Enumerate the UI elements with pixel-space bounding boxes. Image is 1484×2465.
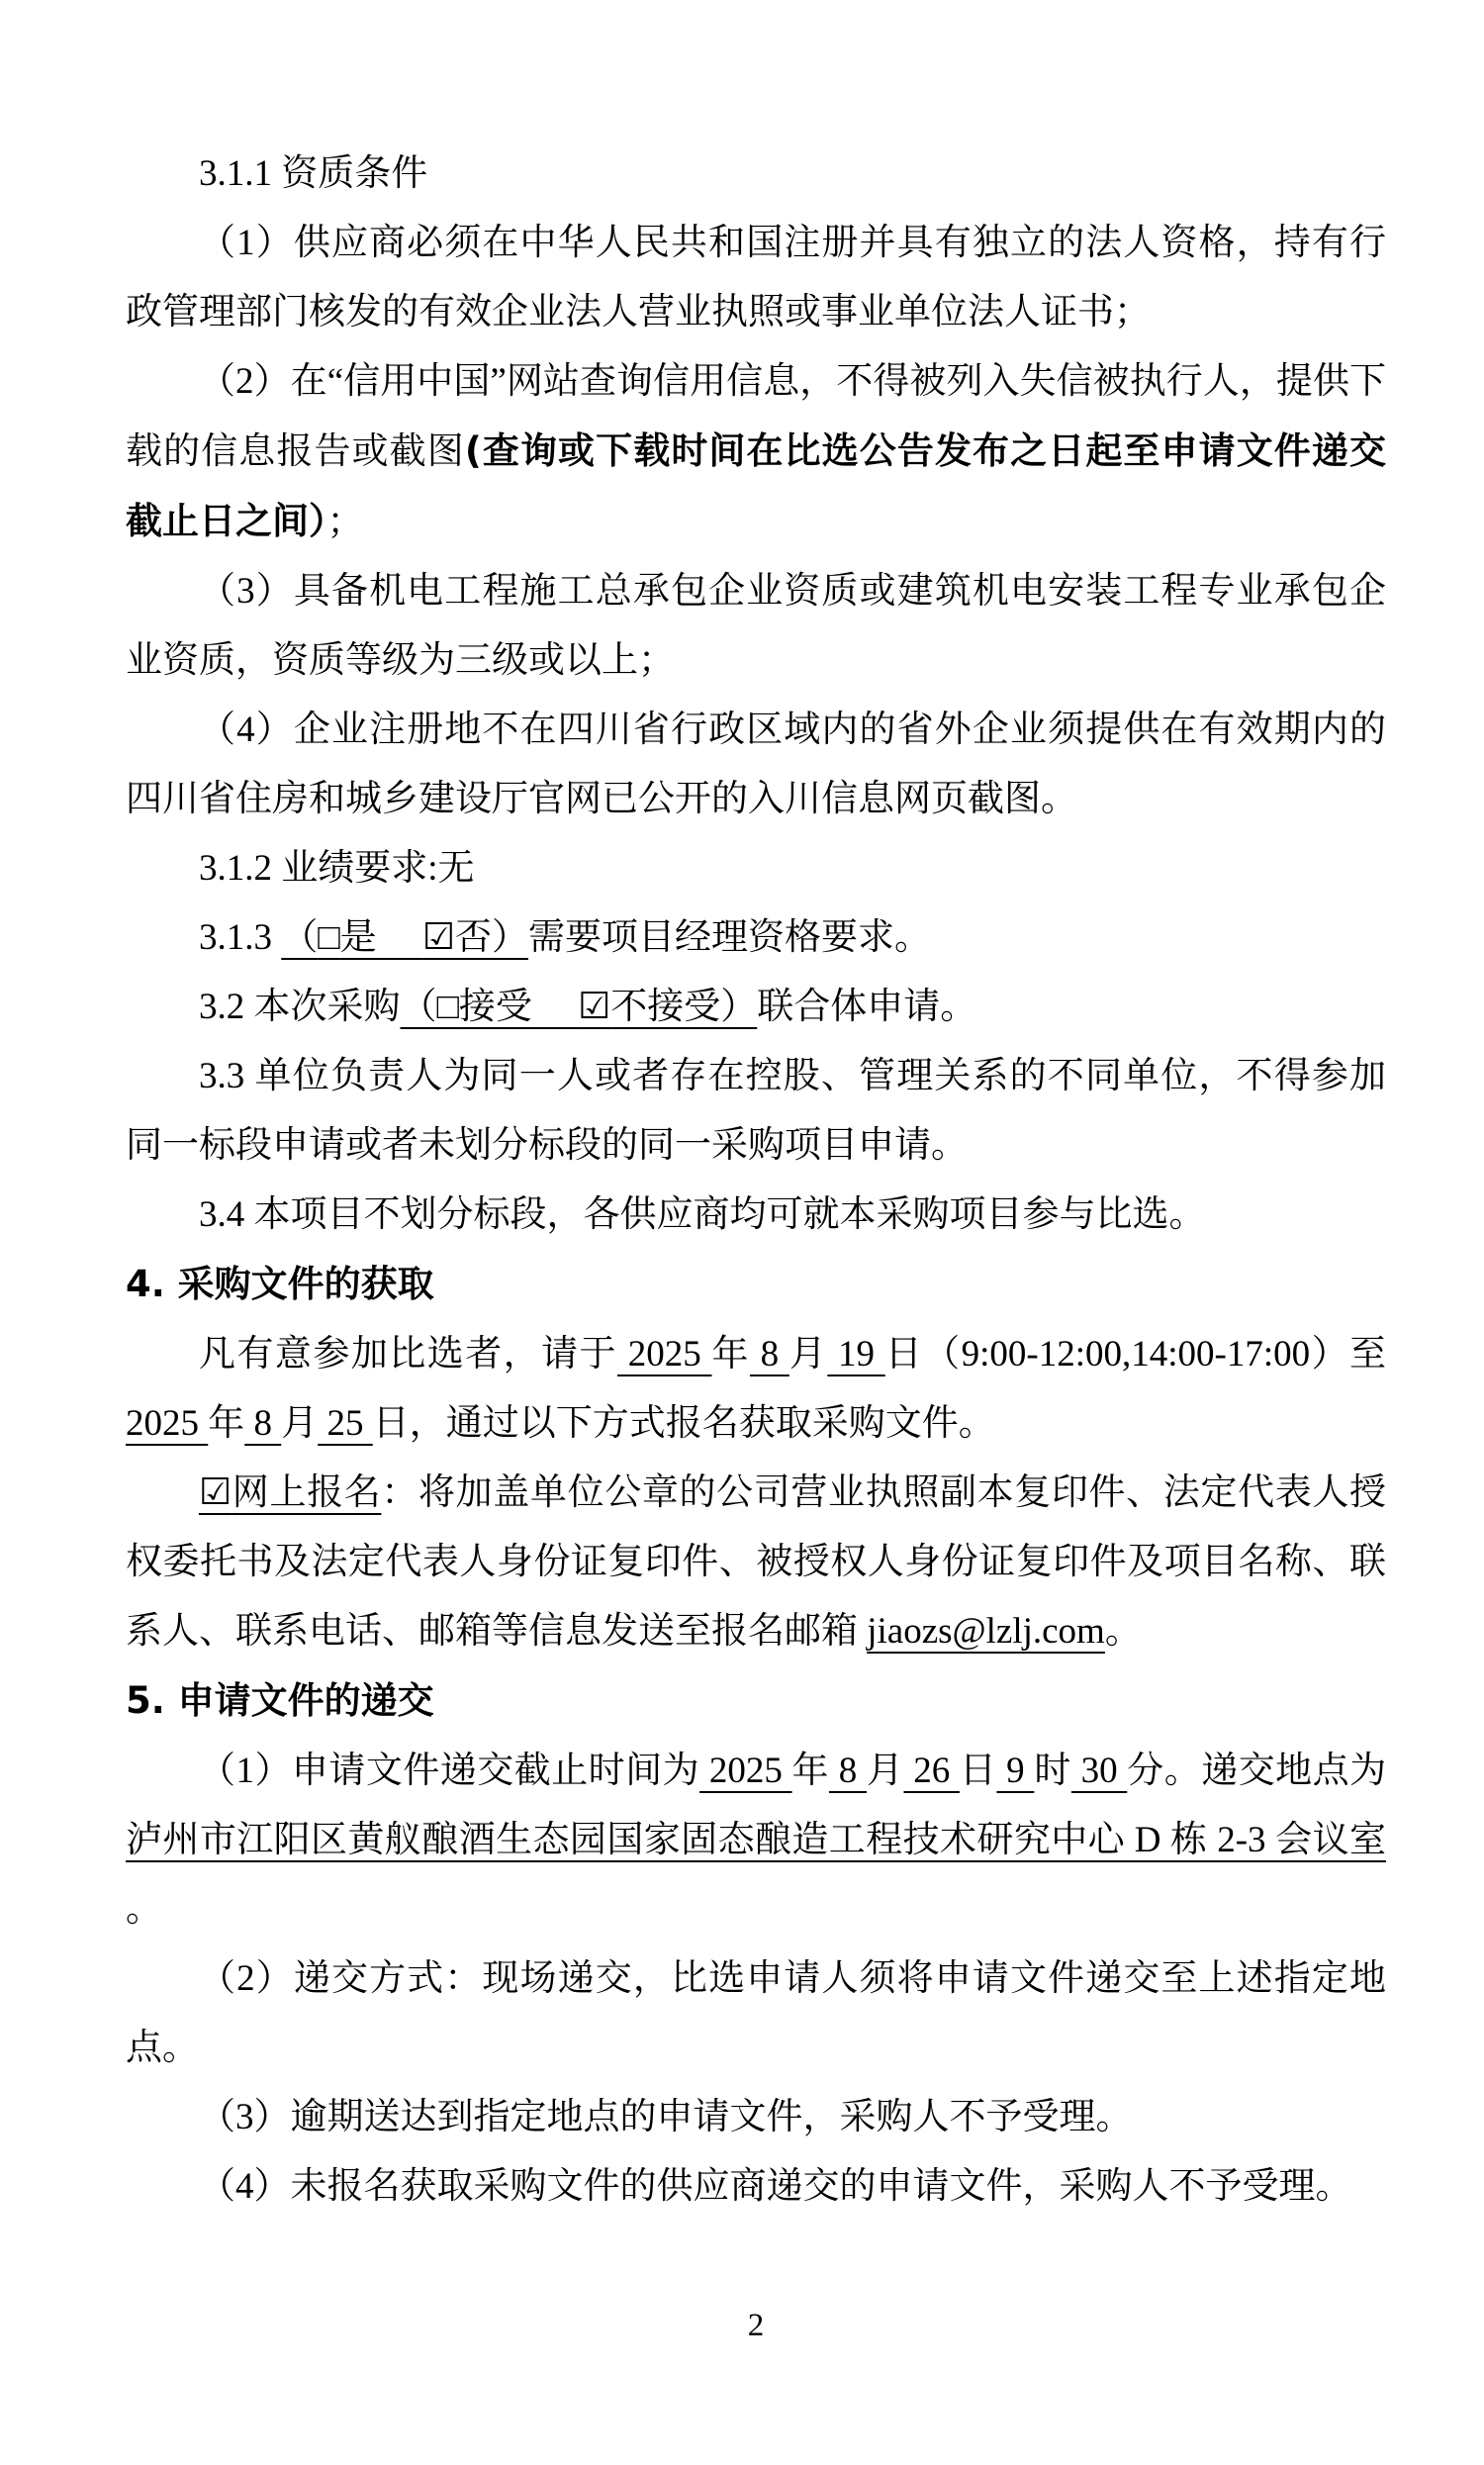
para-item-3: [126, 557, 1386, 696]
text-run: 月: [788, 1334, 828, 1375]
para-3.4: [126, 1181, 1386, 1250]
para-3.1.1: [126, 140, 1386, 209]
heading-5: [126, 1666, 1386, 1737]
deadline-minute: 30: [1070, 1751, 1128, 1791]
para-online-signup: [126, 1459, 1386, 1666]
text-run: 月: [281, 1403, 319, 1444]
text-run: 5. 申请文件的递交: [126, 1679, 434, 1722]
text-run: 接受: [458, 987, 579, 1027]
text-run: 日，通过以下方式报名获取采购文件。: [372, 1403, 995, 1444]
bold-time-window-note: (查询或下载时间在比选公告发布之日起至申请文件递交截止日之间）: [126, 429, 1386, 542]
signup-end-year: 2025: [126, 1403, 209, 1444]
heading-4: [126, 1250, 1386, 1320]
para-5-4: [126, 2152, 1386, 2222]
deadline-day: 26: [903, 1751, 960, 1791]
signup-start-day: 19: [827, 1334, 885, 1375]
signup-start-year: 2025: [617, 1334, 712, 1375]
text-run: （3）具备机电工程施工总承包企业资质或建筑机电安装工程专业承包企业资质，资质等级为三级或以上；: [126, 571, 1386, 681]
text-run: 3.1.1 资质条件: [199, 153, 428, 194]
text-run: 年: [208, 1403, 245, 1444]
checkbox-unchecked-accept-icon: □: [436, 987, 459, 1027]
para-3.1.3: [126, 903, 1386, 973]
checkbox-checked-no-icon: ☑: [421, 917, 456, 958]
text-run: 否）: [455, 917, 529, 958]
para-4-notice: [126, 1320, 1386, 1459]
text-run: （: [400, 987, 437, 1027]
text-run: 凡有意参加比选者，请于: [199, 1334, 618, 1375]
text-run: 不接受）: [610, 987, 758, 1027]
signup-end-day: 25: [318, 1403, 373, 1444]
checkbox-checked-online-signup-icon: ☑: [199, 1472, 232, 1513]
para-5-1: [126, 1737, 1386, 1944]
text-run: 年: [791, 1751, 830, 1791]
document-body: [126, 140, 1386, 2222]
text-run: （4）企业注册地不在四川省行政区域内的省外企业须提供在有效期内的四川省住房和城乡建设厅官网已公开的入川信息网页截图。: [126, 710, 1386, 819]
para-3.2: [126, 973, 1386, 1042]
page-number: 2: [747, 2308, 765, 2343]
para-5-3: [126, 2083, 1386, 2152]
text-run: （2）递交方式：现场递交，比选申请人须将申请文件递交至上述指定地点。: [126, 1958, 1386, 2068]
text-run: 3.4 本项目不划分标段，各供应商均可就本采购项目参与比选。: [199, 1194, 1206, 1235]
text-run: 。: [1104, 1611, 1142, 1652]
text-run: 。: [126, 1889, 162, 1930]
text-run: 日: [959, 1751, 997, 1791]
para-item-2: [126, 347, 1386, 557]
text-run: （1）申请文件递交截止时间为: [199, 1751, 700, 1791]
text-run: 日（9:00-12:00,14:00-17:00）至: [884, 1334, 1387, 1375]
text-run: 是: [339, 917, 422, 958]
text-run: 年: [711, 1334, 750, 1375]
text-run: 需要项目经理资格要求。: [528, 917, 932, 958]
text-run: 月: [866, 1751, 904, 1791]
signup-start-month: 8: [749, 1334, 789, 1375]
text-run: ：将加盖单位公章的公司营业执照副本复印件、法定代表人授权委托书及法定代表人身份证复印件、被授权人身份证复印件及项目名称、联系人、联系电话、邮箱等信息发送至报名邮箱: [126, 1472, 1387, 1652]
para-item-1: [126, 209, 1386, 347]
text-run: 3.3 单位负责人为同一人或者存在控股、管理关系的不同单位，不得参加同一标段申请或者未划分标段的同一采购项目申请。: [126, 1056, 1386, 1166]
signup-end-month: 8: [244, 1403, 282, 1444]
para-3.1.2: [126, 834, 1386, 903]
checkbox-unchecked-yes-icon: □: [318, 917, 340, 958]
deadline-hour: 9: [996, 1751, 1035, 1791]
checkbox-checked-not-accept-icon: ☑: [578, 987, 611, 1027]
text-run: （3）逾期送达到指定地点的申请文件，采购人不予受理。: [199, 2097, 1133, 2137]
text-run: （: [281, 917, 319, 958]
text-run: 3.1.3: [199, 917, 282, 958]
text-run: 3.1.2 业绩要求:无: [199, 848, 475, 889]
submission-location: 泸州市江阳区黄舣酿酒生态园国家固态酿造工程技术研究中心 D 栋 2-3 会议室: [126, 1820, 1386, 1860]
text-run: （4）未报名获取采购文件的供应商递交的申请文件，采购人不予受理。: [199, 2166, 1352, 2207]
text-run: 时: [1034, 1751, 1071, 1791]
text-run: ；: [326, 502, 364, 542]
deadline-year: 2025: [699, 1751, 792, 1791]
text-run: （2）在“信用中国”网站查询信用信息，不得被列入失信被执行人，提供下载的信息报告或截图: [126, 361, 1386, 472]
para-5-2: [126, 1944, 1386, 2083]
para-item-4: [126, 696, 1386, 834]
text-run: 3.2 本次采购: [199, 987, 401, 1027]
text-run: （1）供应商必须在中华人民共和国注册并具有独立的法人资格，持有行政管理部门核发的有效企业法人营业执照或事业单位法人证书；: [126, 223, 1386, 332]
online-signup-label: 网上报名: [232, 1472, 382, 1513]
text-run: 联合体申请。: [757, 987, 977, 1027]
para-3.3: [126, 1042, 1386, 1181]
signup-email: jiaozs@lzlj.com: [867, 1611, 1105, 1652]
deadline-month: 8: [829, 1751, 867, 1791]
text-run: 4. 采购文件的获取: [126, 1263, 434, 1305]
text-run: 分。递交地点为: [1127, 1751, 1387, 1791]
